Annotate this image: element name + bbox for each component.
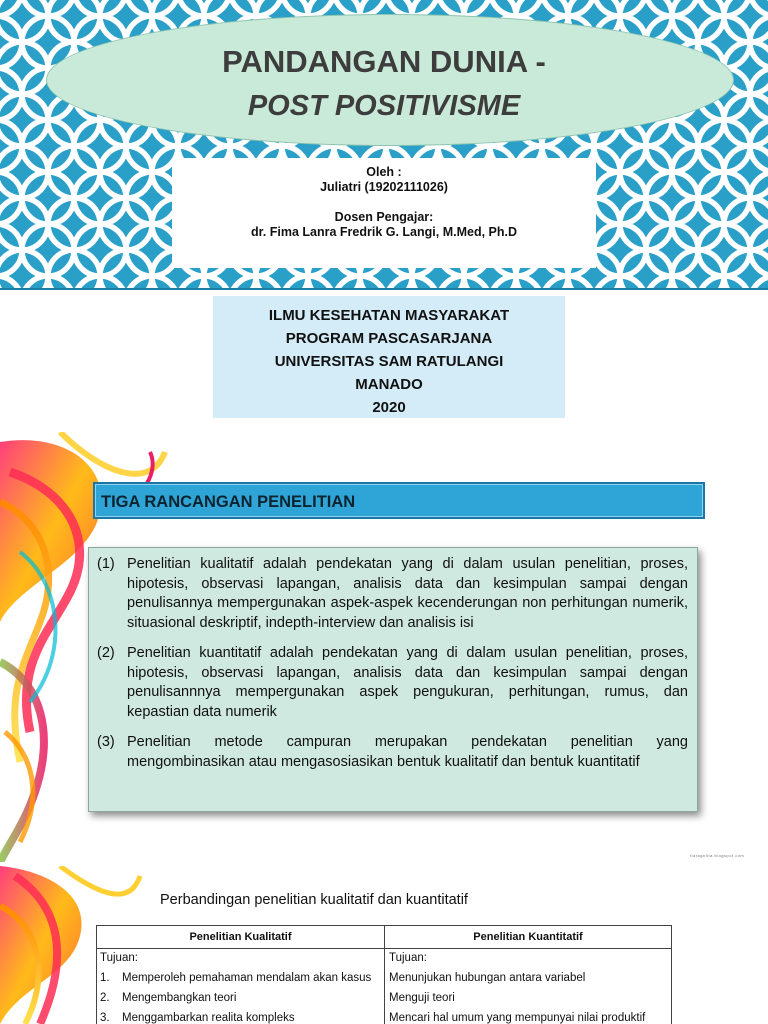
item-number: (1)	[97, 556, 115, 572]
table-cell	[97, 1009, 385, 1024]
quantitative-item: Menguji teori	[389, 991, 455, 1004]
source-footer: tiaragnlita.blogspot.com	[690, 853, 745, 858]
research-designs-box	[88, 547, 698, 812]
list-item	[97, 555, 688, 633]
item-text: Penelitian kualitatif adalah pendekatan yang di dalam usulan penelitian, proses, hipotesis, observasi lapangan, analisis data dan kesimpulan sampai dengan penulisannya mempergunakan aspek-aspek kecenderungan non perhitungan numerik, situasional deskriptif, indepth-interview dan analisis isi	[127, 556, 688, 631]
comparison-slide	[0, 866, 768, 1024]
research-design-slide	[0, 432, 768, 862]
slide-separator	[0, 288, 768, 290]
institution-line: ILMU KESEHATAN MASYARAKAT	[268, 307, 510, 324]
lecturer-name: dr. Fima Lanra Fredrik G. Langi, M.Med, Ph.D	[250, 225, 517, 239]
institution-line: MANADO	[355, 376, 423, 393]
item-number: (2)	[97, 645, 115, 661]
author-box	[172, 158, 596, 268]
row-number: 1.	[100, 971, 110, 984]
section-label: Tujuan:	[385, 949, 672, 969]
table-cell	[97, 989, 385, 1009]
table-row	[97, 949, 672, 969]
section-label: Tujuan:	[97, 949, 385, 969]
banner-title: TIGA RANCANGAN PENELITIAN	[101, 493, 356, 511]
comparison-title: Perbandingan penelitian kualitatif dan kuantitatif	[160, 892, 468, 908]
institution-line: UNIVERSITAS SAM RATULANGI	[274, 353, 504, 370]
column-header-quantitative: Penelitian Kuantitatif	[385, 926, 672, 949]
item-number: (3)	[97, 734, 115, 750]
table-cell	[385, 989, 672, 1009]
table-cell	[385, 1009, 672, 1024]
institution-year: 2020	[372, 399, 406, 416]
qualitative-item: Menggambarkan realita kompleks	[122, 1011, 295, 1024]
title-line-1: PANDANGAN DUNIA -	[222, 44, 546, 79]
row-number: 3.	[100, 1011, 110, 1024]
list-item	[97, 733, 688, 772]
table-cell	[97, 969, 385, 989]
table-row	[97, 989, 672, 1009]
quantitative-item: Mencari hal umum yang mempunyai nilai produktif	[389, 1011, 646, 1024]
item-text: Penelitian metode campuran merupakan pendekatan penelitian yang mengombinasikan atau mengasosiasikan bentuk kualitatif dan bentuk kuantitatif	[127, 734, 688, 770]
title-slide	[0, 0, 768, 288]
lecturer-label: Dosen Pengajar:	[334, 210, 434, 224]
author-label: Oleh :	[366, 165, 402, 179]
institution-line: PROGRAM PASCASARJANA	[285, 330, 493, 347]
qualitative-item: Mengembangkan teori	[122, 991, 237, 1004]
author-name: Juliatri (19202111026)	[320, 180, 448, 194]
title-ellipse	[46, 14, 734, 146]
comparison-table	[96, 925, 672, 1024]
list-item	[97, 644, 688, 722]
section-banner	[93, 482, 705, 519]
institution-box	[213, 296, 565, 418]
qualitative-item: Memperoleh pemahaman mendalam akan kasus	[122, 971, 372, 984]
quantitative-item: Menunjukan hubungan antara variabel	[389, 971, 586, 984]
item-text: Penelitian kuantitatif adalah pendekatan yang di dalam usulan penelitian, proses, hipotesis, observasi lapangan, analisis data dan kesimpulan sampai dengan penulisannnya mempergunakan aspek pengukuran, perhitungan, rumus, dan kepastian data numerik	[127, 645, 688, 720]
table-row	[97, 1009, 672, 1024]
title-line-2: POST POSITIVISME	[247, 90, 521, 122]
table-header-row	[97, 926, 672, 949]
row-number: 2.	[100, 991, 110, 1004]
table-row	[97, 969, 672, 989]
table-cell	[385, 969, 672, 989]
column-header-qualitative: Penelitian Kualitatif	[97, 926, 385, 949]
